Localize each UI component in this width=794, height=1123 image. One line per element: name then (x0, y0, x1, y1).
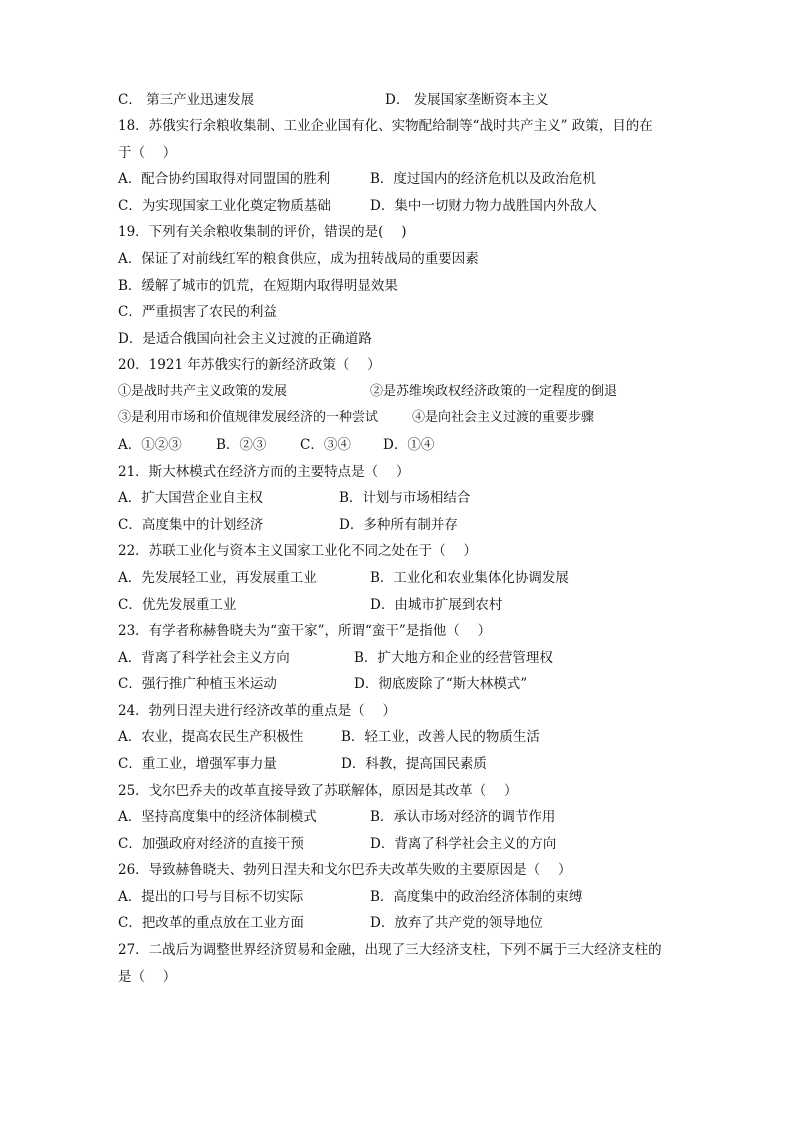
question-text-line: 24．勃列日涅夫进行经济改革的重点是（ ） (118, 703, 396, 719)
answer-option: D． 发展国家垄断资本主义 (385, 92, 549, 108)
answer-option: C．强行推广种植玉米运动 (118, 676, 277, 692)
answer-option: ③是利用市场和价值规律发展经济的一种尝试 (118, 410, 379, 425)
answer-option: A．扩大国营企业自主权 (118, 490, 263, 506)
question-text-line: 21．斯大林模式在经济方而的主要特点是（ ） (118, 464, 410, 480)
answer-option: A．配合协约国取得对同盟国的胜利 (118, 171, 331, 187)
answer-option: D．由城市扩展到农村 (370, 597, 503, 613)
answer-option: B．轻工业，改善人民的物质生活 (341, 729, 540, 745)
answer-option: D．放弃了共产党的领导地位 (370, 915, 543, 931)
answer-option: D．彻底废除了“斯大林模式” (354, 676, 528, 692)
answer-option: C．为实现国家工业化奠定物质基础 (118, 198, 331, 214)
question-text-line: 27．二战后为调整世界经济贸易和金融，出现了三大经济支柱，下列不属于三大经济支柱的 (118, 942, 662, 958)
answer-option: D．①④ (383, 437, 435, 453)
answer-option: D．背离了科学社会主义的方向 (370, 836, 557, 852)
answer-option: ②是苏维埃政权经济政策的一定程度的倒退 (370, 384, 618, 399)
answer-option: C．重工业，增强军事力量 (118, 756, 277, 772)
answer-option: A．提出的口号与目标不切实际 (118, 889, 304, 905)
answer-option: ④是向社会主义过渡的重要步骤 (412, 410, 595, 425)
answer-option: C．加强政府对经济的直接干预 (118, 836, 304, 852)
question-text-line: 22．苏联工业化与资本主义国家工业化不同之处在于（ ） (118, 543, 477, 559)
answer-option: B．度过国内的经济危机以及政治危机 (370, 171, 596, 187)
answer-option: C．把改革的重点放在工业方面 (118, 915, 304, 931)
answer-option: B．承认市场对经济的调节作用 (370, 809, 556, 825)
answer-option: B．计划与市场相结合 (339, 490, 471, 506)
answer-option: B．高度集中的政治经济体制的束缚 (370, 889, 583, 905)
answer-option: C．高度集中的计划经济 (118, 517, 264, 533)
answer-option: ①是战时共产主义政策的发展 (118, 384, 288, 399)
question-text-line: B．缓解了城市的饥荒，在短期内取得明显效果 (118, 278, 398, 294)
answer-option: C．优先发展重工业 (118, 597, 237, 613)
question-text-line: 18．苏俄实行余粮收集制、工业企业国有化、实物配给制等“战时共产主义” 政策，目的在 (118, 118, 653, 134)
question-text-line: C．严重损害了农民的利益 (118, 304, 277, 320)
question-text-line: 26．导致赫鲁晓夫、勃列日涅夫和戈尔巴乔夫改革失败的主要原因是（ ） (118, 862, 572, 878)
answer-option: D．集中一切财力物力战胜国内外敌人 (370, 198, 597, 214)
answer-option: A．①②③ (118, 437, 182, 453)
question-text-line: 19．下列有关余粮收集制的评价，错误的是( ) (118, 224, 407, 240)
answer-option: A．农业，提高农民生产积极性 (118, 729, 304, 745)
answer-option: D．多种所有制并存 (339, 517, 458, 533)
answer-option: A．坚持高度集中的经济体制模式 (118, 809, 317, 825)
answer-option: B．工业化和农业集体化协调发展 (370, 570, 569, 586)
answer-option: A．先发展轻工业，再发展重工业 (118, 570, 317, 586)
question-text-line: 25．戈尔巴乔夫的改革直接导致了苏联解体，原因是其改革（ ） (118, 783, 518, 799)
answer-option: C．③④ (300, 437, 351, 453)
question-text-line: 于（ ） (118, 145, 177, 161)
question-text-line: D．是适合俄国向社会主义过渡的正确道路 (118, 331, 372, 347)
question-text-line: 20．1921 年苏俄实行的新经济政策（ ） (118, 357, 381, 373)
answer-option: A．背离了科学社会主义方向 (118, 650, 290, 666)
question-text-line: A．保证了对前线红军的粮食供应，成为扭转战局的重要因素 (118, 251, 479, 267)
question-text-line: 是（ ） (118, 969, 177, 985)
answer-option: C． 第三产业迅速发展 (118, 92, 255, 108)
answer-option: B．②③ (216, 437, 267, 453)
answer-option: D．科教，提高国民素质 (341, 756, 487, 772)
question-text-line: 23．有学者称赫鲁晓夫为“蛮干家”，所谓“蛮干”是指他（ ） (118, 623, 492, 639)
answer-option: B．扩大地方和企业的经营管理权 (354, 650, 553, 666)
